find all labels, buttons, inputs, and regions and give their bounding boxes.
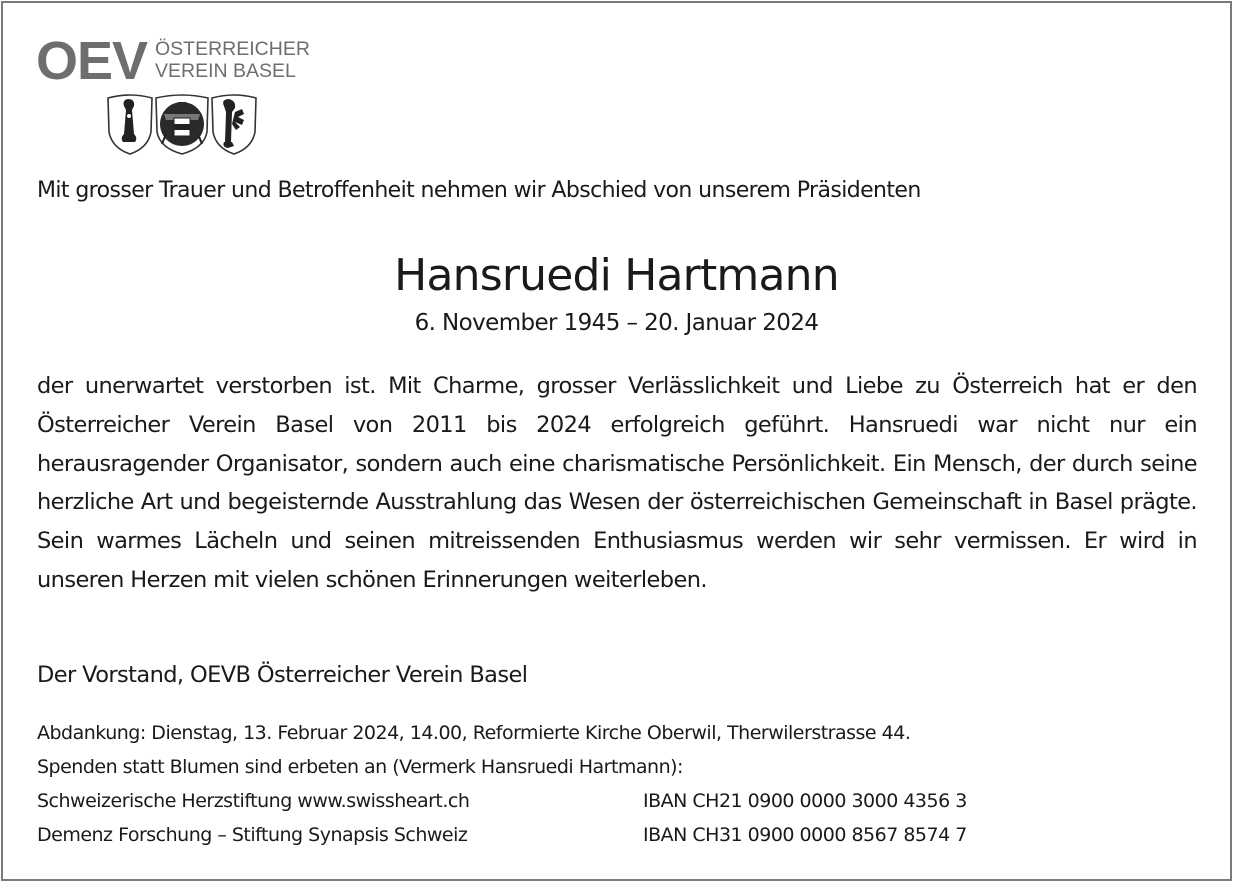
donation-iban: IBAN CH31 0900 0000 8567 8574 7 <box>643 824 967 846</box>
donation-recipient: Demenz Forschung – Stiftung Synapsis Schweiz <box>37 824 468 846</box>
austrian-eagle-crest-icon <box>156 95 208 154</box>
tribute-paragraph: der unerwartet verstorben ist. Mit Charme, grosser Verlässlichkeit und Liebe zu Österreich hat er den Österreicher Verein Basel von 2011 bis 2024 erfolgreich geführt. Hansruedi war nicht nur ein herausragender Organisator, sondern auch eine charismatische Persönlichkeit. Ein Mensch, der durch seine herzliche Art und begeisternde Ausstrahlung das Wesen der österreichischen Gemeinschaft in Basel prägte. Sein warmes Lächeln und seinen mitreissenden Enthusiasmus werden wir sehr vermissen. Er wird in unseren Herzen mit vielen schönen Erinnerungen weiterleben. <box>37 373 1197 593</box>
donations-note: Spenden statt Blumen sind erbeten an (Vermerk Hansruedi Hartmann): <box>37 756 683 778</box>
intro-text: Mit grosser Trauer und Betroffenheit nehmen wir Abschied von unserem Präsidenten <box>37 178 921 203</box>
logo-line-1: ÖSTERREICHER <box>155 38 310 60</box>
logo-abbreviation: OEV <box>36 31 148 91</box>
signoff-text: Der Vorstand, OEVB Österreicher Verein Basel <box>37 662 528 688</box>
logo-line-2: VEREIN BASEL <box>155 60 296 82</box>
ceremony-info: Abdankung: Dienstag, 13. Februar 2024, 14.00, Reformierte Kirche Oberwil, Therwilerstrasse 44. <box>37 722 911 744</box>
life-dates: 6. November 1945 – 20. Januar 2024 <box>414 310 819 336</box>
deceased-name: Hansruedi Hartmann <box>394 250 839 301</box>
oev-logo <box>36 31 326 159</box>
donation-iban: IBAN CH21 0900 0000 3000 4356 3 <box>643 790 967 812</box>
logo-subtitle <box>155 38 310 82</box>
crests-emblem <box>104 94 260 156</box>
basel-land-crest-icon <box>212 95 256 154</box>
basel-staff-crest-icon <box>108 95 152 154</box>
donation-recipient: Schweizerische Herzstiftung www.swissheart.ch <box>37 790 470 812</box>
